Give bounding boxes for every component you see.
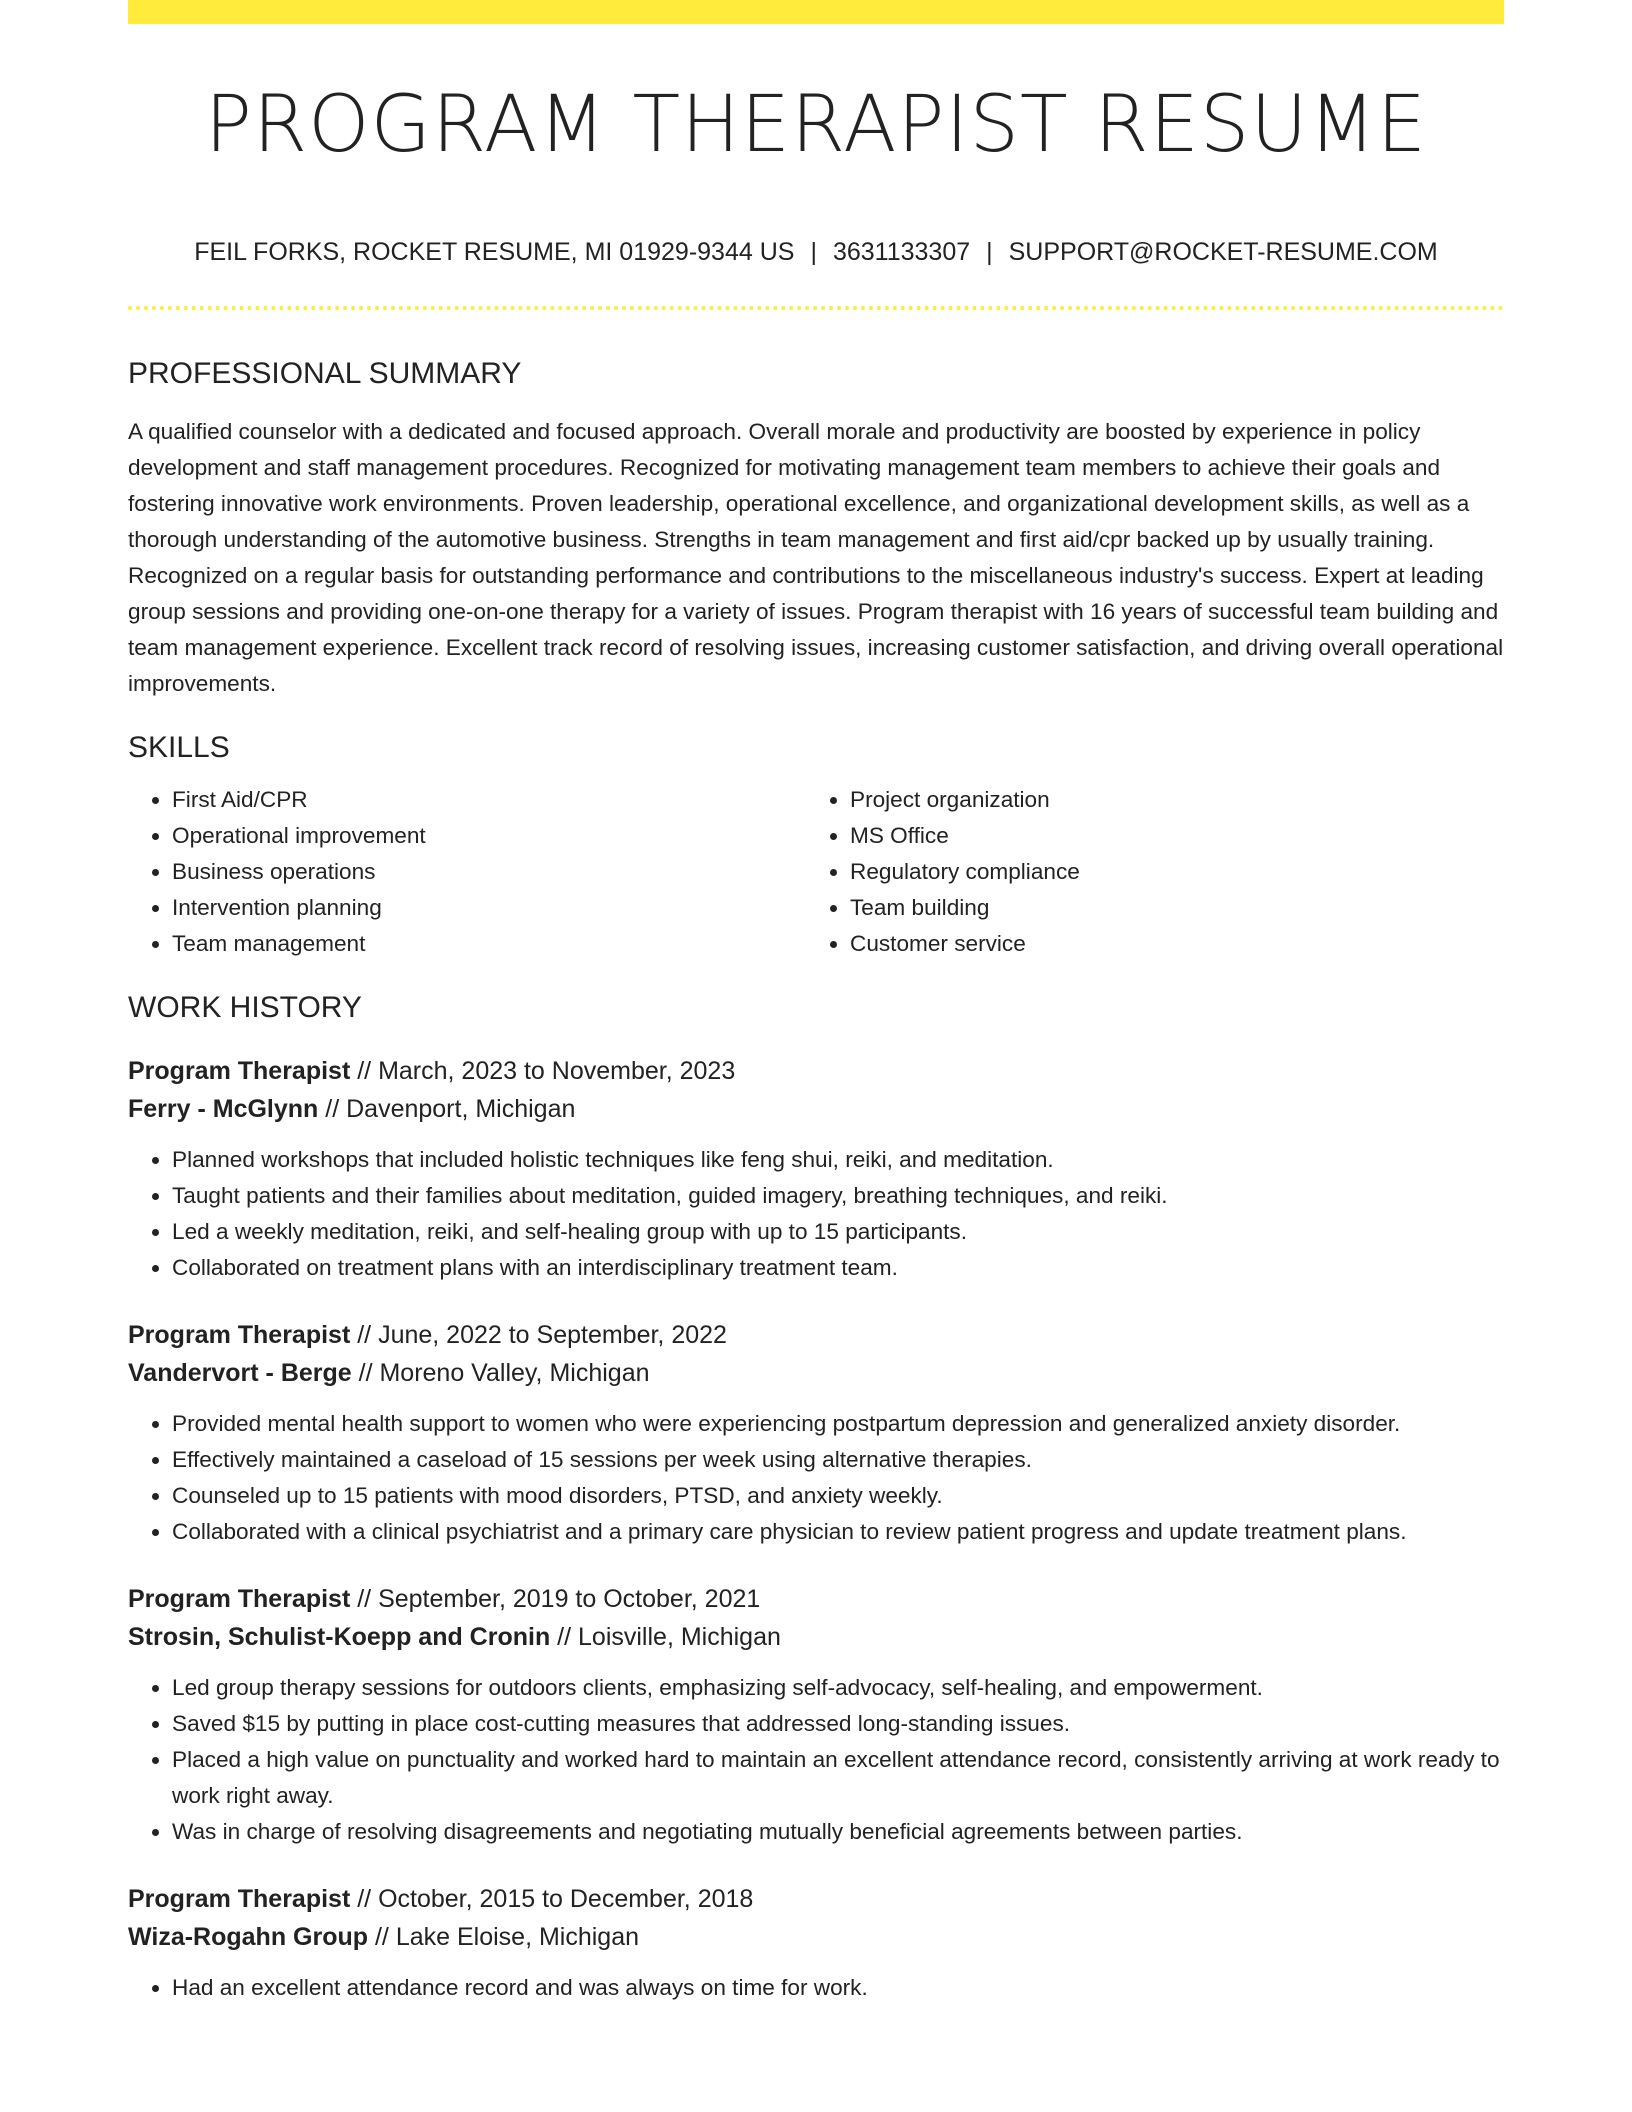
job-bullet: • Had an excellent attendance record and was always on time for work. [172,1970,1504,2006]
header-divider [128,306,1504,310]
job-bullet: • Taught patients and their families about meditation, guided imagery, breathing techniques, and reiki. [172,1178,1504,1214]
job-company: Strosin, Schulist-Koepp and Cronin [128,1623,551,1651]
job-entry [128,1880,1504,2006]
job-company: Wiza-Rogahn Group [128,1923,369,1951]
job-bullet: • Saved $15 by putting in place cost-cutting measures that addressed long-standing issues. [172,1706,1504,1742]
resume-content [128,352,1504,2006]
work-history-section [128,986,1504,2006]
job-company: Vandervort - Berge [128,1359,352,1387]
job-title: Program Therapist [128,1321,351,1349]
job-dates: // October, 2015 to December, 2018 [350,1885,754,1913]
job-location: // Moreno Valley, Michigan [351,1359,650,1387]
contact-separator: | [810,238,817,266]
job-bullets [128,1970,1504,2006]
skill-item: • Project organization [850,782,1484,818]
skill-item: • Operational improvement [172,818,806,854]
skills-section [128,726,1504,962]
job-bullet: • Planned workshops that included holistic techniques like feng shui, reiki, and meditation. [172,1142,1504,1178]
job-title: Program Therapist [128,1585,351,1613]
job-bullet: • Placed a high value on punctuality and worked hard to maintain an excellent attendance record, consistently arriving at work ready to work right away. [172,1742,1504,1814]
job-header [128,1316,1504,1392]
job-dates: // June, 2022 to September, 2022 [350,1321,727,1349]
job-bullets [128,1670,1504,1850]
skill-item: • Team building [850,890,1484,926]
job-location: // Lake Eloise, Michigan [368,1923,640,1951]
skill-item: • Team management [172,926,806,962]
skill-item: • MS Office [850,818,1484,854]
summary-section [128,352,1504,702]
skills-list-right [806,782,1484,962]
summary-text: A qualified counselor with a dedicated and focused approach. Overall morale and productivity are boosted by experience in policy development and staff management procedures. Recognized for motivating management team members to achieve their goals and fostering innovative work environments. Proven leadership, operational excellence, and organizational development skills, as well as a thorough understanding of the automotive business. Strengths in team management and first aid/cpr backed up by usually training. Recognized on a regular basis for outstanding performance and contributions to the miscellaneous industry's success. Expert at leading group sessions and providing one-on-one therapy for a variety of issues. Program therapist with 16 years of successful team building and team management experience. Excellent track record of resolving issues, increasing customer satisfaction, and driving overall operational improvements. [128,419,1504,696]
job-dates: // March, 2023 to November, 2023 [350,1057,736,1085]
job-bullet: • Collaborated on treatment plans with an interdisciplinary treatment team. [172,1250,1504,1286]
job-title: Program Therapist [128,1057,351,1085]
job-title: Program Therapist [128,1885,351,1913]
contact-phone: 3631133307 [832,238,971,266]
contact-separator: | [986,238,993,266]
job-bullet: • Effectively maintained a caseload of 15 sessions per week using alternative therapies. [172,1442,1504,1478]
job-bullet: • Was in charge of resolving disagreements and negotiating mutually beneficial agreements between parties. [172,1814,1504,1850]
job-bullet: • Collaborated with a clinical psychiatrist and a primary care physician to review patient progress and update treatment plans. [172,1514,1504,1550]
job-bullet: • Counseled up to 15 patients with mood disorders, PTSD, and anxiety weekly. [172,1478,1504,1514]
job-header [128,1580,1504,1656]
job-bullet: • Led a weekly meditation, reiki, and self-healing group with up to 15 participants. [172,1214,1504,1250]
contact-line [128,238,1504,267]
job-entry [128,1316,1504,1550]
job-location: // Davenport, Michigan [318,1095,576,1123]
job-company: Ferry - McGlynn [128,1095,319,1123]
skills-list-left [128,782,806,962]
job-header [128,1052,1504,1128]
contact-address: FEIL FORKS, ROCKET RESUME, MI 01929-9344 US [194,238,795,266]
skills-heading: SKILLS [128,731,230,764]
skills-columns [128,782,1504,962]
work-history-heading: WORK HISTORY [128,991,362,1024]
job-bullet: • Led group therapy sessions for outdoors clients, emphasizing self-advocacy, self-healing, and empowerment. [172,1670,1504,1706]
skill-item: • Customer service [850,926,1484,962]
skill-item: • Regulatory compliance [850,854,1484,890]
resume-title: PROGRAM THERAPIST RESUME [204,80,1428,170]
job-entry [128,1052,1504,1286]
job-header [128,1880,1504,1956]
job-bullets [128,1142,1504,1286]
job-location: // Loisville, Michigan [550,1623,781,1651]
skill-item: • Business operations [172,854,806,890]
skill-item: • Intervention planning [172,890,806,926]
job-bullets [128,1406,1504,1550]
job-bullet: • Provided mental health support to women who were experiencing postpartum depression and generalized anxiety disorder. [172,1406,1504,1442]
summary-heading: PROFESSIONAL SUMMARY [128,357,522,390]
contact-email: SUPPORT@ROCKET-RESUME.COM [1008,238,1438,266]
top-accent-bar [128,0,1504,24]
job-dates: // September, 2019 to October, 2021 [350,1585,761,1613]
skill-item: • First Aid/CPR [172,782,806,818]
job-entry [128,1580,1504,1850]
